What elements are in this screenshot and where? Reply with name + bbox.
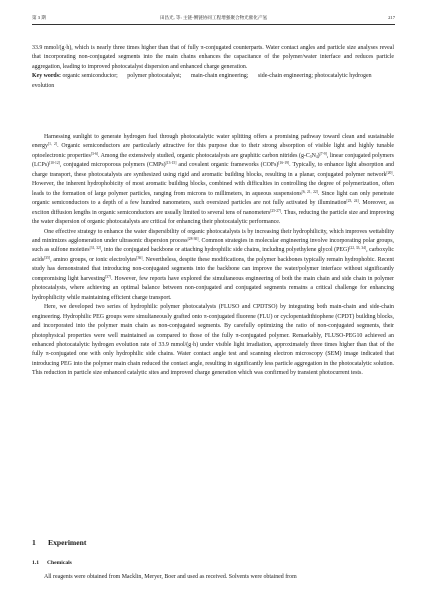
abstract-continued-paragraph: 33.9 mmol/(g·h), which is nearly three times higher than that of fully π-conjugated counterparts. Water contact angles and particle size analyses reveal that incorporating non-conjugated segments into the main chains enhances the capacitance of the polymer/water interface and reduces particle aggregation, leading to improved photocatalyst dispersion and enhanced charge generation. — [32, 45, 394, 70]
citation[interactable]: [3-6] — [90, 151, 98, 156]
section-heading-experiment — [32, 538, 86, 547]
citation[interactable]: [1, 2] — [47, 142, 58, 147]
citation[interactable]: [31, 32] — [89, 246, 102, 251]
citation[interactable]: [10-12] — [49, 161, 60, 166]
citation[interactable]: [22, 33, 34] — [349, 246, 367, 251]
keyword-item: photocatalytic hydrogen evolution — [32, 73, 372, 89]
citation[interactable]: [6, 21, 22] — [301, 189, 318, 194]
section-number: 1 — [32, 538, 36, 547]
intro-paragraph-3: Here, we developed two series of hydrophilic polymer photocatalysts (FLUSO and CPDTSO) by integrating both main-chain and side-chain engineering. Hydrophilic PEG groups were simultaneously grafted onto π-conjugated fluorene (FLU) or cyclopentadithiophene (CPDT) building blocks, and incorporated into the polymer main chain as non-conjugated segments. By carefully optimizing the ratio of non-conjugated segments, their photophysical properties were well maintained as compared to those of the fully π-conjugated polymer. Remarkably, FLUSO-PEG10 achieved an enhanced photocatalytic hydrogen evolution rate of 33.9 mmol/(g·h) under visible light irradiation, approximately three times higher than that of the fully π-conjugated one with only hydrophilic side chains. Water contact angle test and scanning electron microscopy (SEM) image indicated that introducing PEG into the polymer main chain reduced the contact angle, resulting in significantly less particle aggregation in the photocatalytic solution. This reduction in particle size enhanced catalytic sites and improved charge generation which was confirmed by transient photocurrent tests. — [32, 304, 394, 377]
intro-paragraph-1: Harnessing sunlight to generate hydrogen fuel through photocatalytic water splitting offers a promising pathway toward clean and sustainable energy[1, 2]. Organic semiconductors are particularly attractive for this purpose due to their strong absorption of visible light and highly tunable optoelectronic properties[3-6]. Among the extensively studied, organic photocatalysts are graphitic carbon nitrides $(g-C_3N_4)[7-9]$, linear conjugated polymers (LCPs)[10-12], conjugated microporous polymers (CMPs)[13-15] and covalent organic frameworks (COFs)[16-19]. Typically, to enhance light absorption and charge transport, these photocatalysts are synthesized using rigid and aromatic building blocks, resulting in a planar, conjugated polymer network[20]. However, the inherent hydrophobicity of most aromatic building blocks, combined with difficulties in controlling the degree of polymerization, often leads to the formation of large polymer particles, ranging from microns to millimeters, in aqueous suspensions[6, 21, 22]. Since light can only penetrate organic semiconductors to a depth of a few hundred nanometers, such oversized particles are not fully activated by illumination[23, 24]. Moreover, as exciton diffusion lengths in organic semiconductors are usually limited to several tens of nanometers[25-27]. Thus, reducing the particle size and improving the water dispersion of organic photocatalysts are critical for enhancing their photocatalytic performance. — [32, 134, 394, 226]
chemicals-paragraph: All reagents were obtained from Macklin, Meryer, Boer and used as received. Solvents were obtained from — [44, 574, 297, 580]
chemicals-block — [32, 573, 394, 582]
citation[interactable]: [36] — [136, 255, 143, 260]
subsection-heading-chemicals — [32, 560, 72, 566]
citation[interactable]: [16-19] — [278, 161, 290, 166]
keyword-item: main-chain engineering; — [190, 73, 249, 80]
keywords-line — [32, 72, 394, 91]
section-title: Experiment — [48, 538, 87, 547]
running-header — [32, 14, 395, 25]
subsection-number: 1.1 — [32, 560, 39, 566]
citation[interactable]: [28-30] — [187, 236, 199, 241]
running-title: 田昌光, 等: 主链-侧链协同工程增强聚合物光催化产氢 — [159, 15, 268, 20]
keyword-item: polymer photocatalyst; — [127, 73, 182, 80]
citation[interactable]: [37] — [105, 274, 112, 279]
citation[interactable]: [13-15] — [165, 161, 177, 166]
abstract-continued-block — [32, 44, 394, 91]
keywords-label: Key words: — [32, 73, 61, 80]
intro-paragraph-2: One effective strategy to enhance the water dispersibility of organic photocatalysts is by increasing their hydrophilicity, which improves wettability and minimizes agglomeration under ultrasonic dispersion process[28-30]. Common strategies in molecular engineering involve incorporating polar groups, such as sulfone moieties[31, 32], into the conjugated backbone or attaching hydrophilic side chains, including polyethylene glycol (PEG)[22, 33, 34], carboxylic acids[35], amino groups, or ionic electrolytes[36]. Nevertheless, despite these modifications, the polymer backbones typically remain hydrophobic. Recent study has demonstrated that introducing non-conjugated segments into the backbone can improve the water/polymer interface without significantly compromising light harvesting[37]. However, few reports have explored the simultaneous engineering of both the main chain and side chain in polymer photocatalysts, where achieving an optimal balance between non-conjugated and conjugated segments remains a critical challenge for enhancing hydrophilicity while maintaining efficient charge transport. — [32, 228, 394, 301]
citation[interactable]: [35] — [44, 255, 51, 260]
subsection-title: Chemicals — [47, 560, 72, 566]
page-number: 217 — [388, 15, 395, 20]
citation[interactable]: [7-9] — [319, 151, 327, 156]
keyword-item: side-chain engineering; — [257, 73, 313, 80]
citation[interactable]: [25-27] — [270, 208, 281, 213]
issue-number: 第 3 期 — [32, 15, 46, 20]
citation[interactable]: [20] — [386, 170, 393, 175]
citation[interactable]: [23, 24] — [346, 199, 359, 204]
keyword-item: organic semiconductor; — [62, 73, 118, 80]
introduction-block — [32, 133, 394, 379]
